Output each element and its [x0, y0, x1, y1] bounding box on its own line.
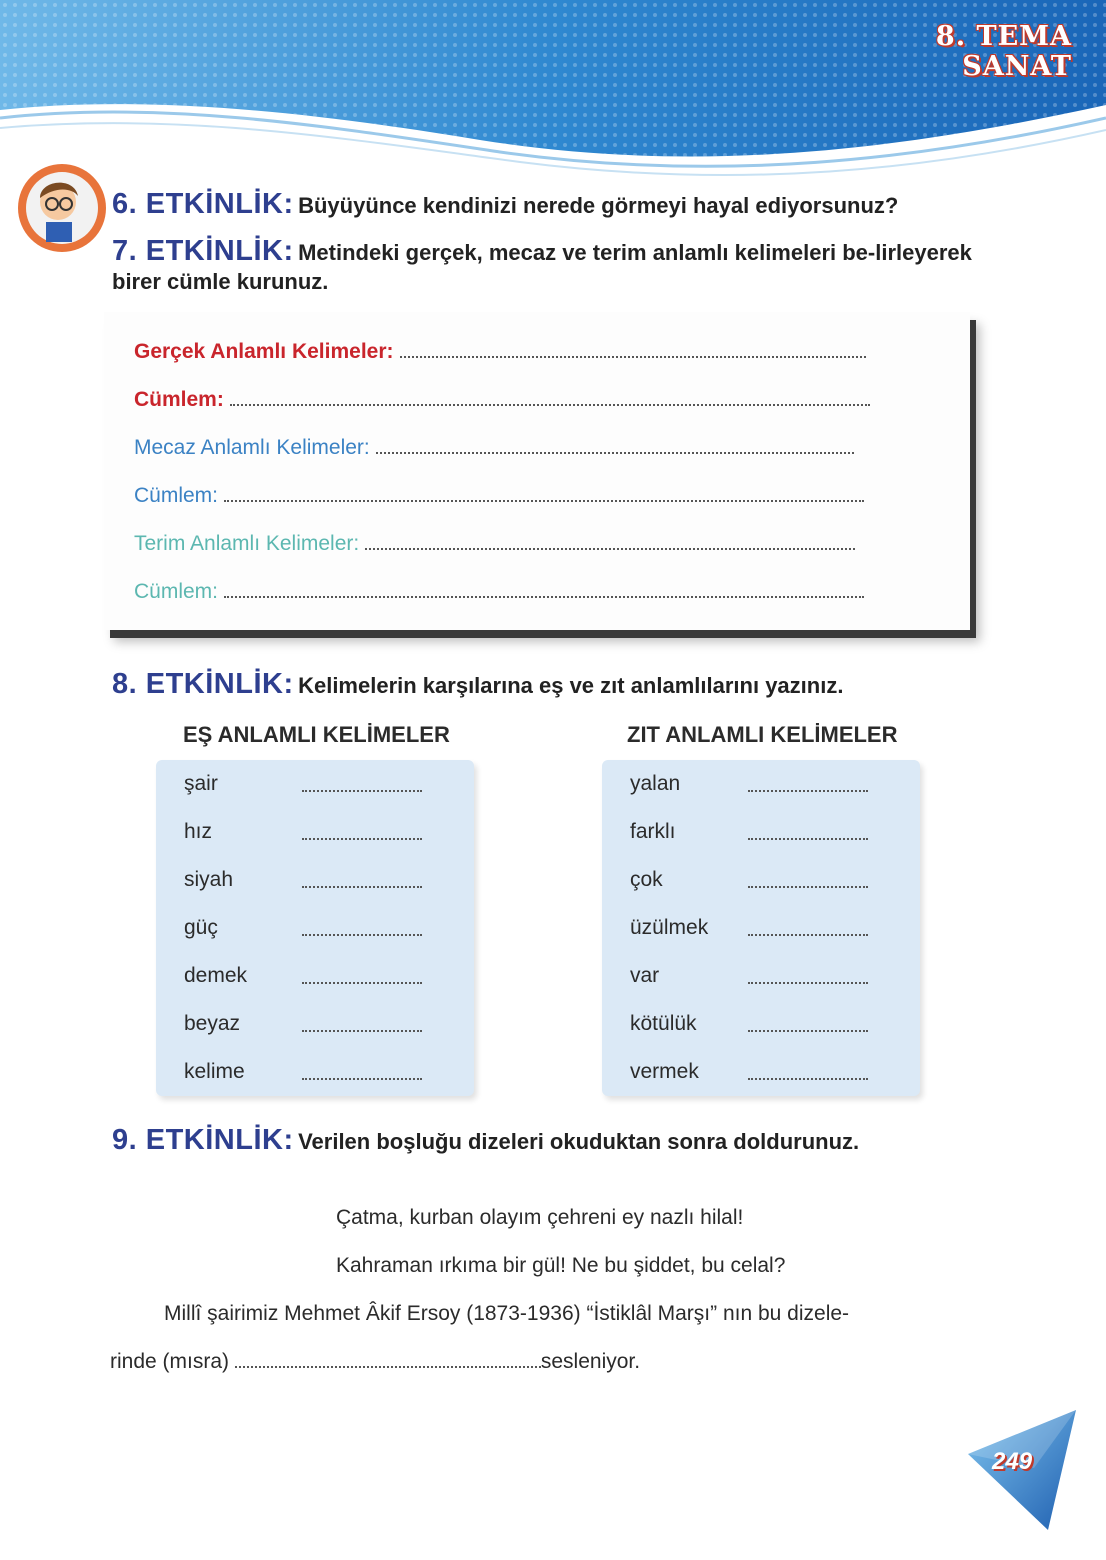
antonym-word: yalan [630, 772, 681, 795]
antonyms-heading: ZIT ANLAMLI KELİMELER [627, 722, 898, 747]
activity-8 [112, 668, 843, 701]
activity-9 [112, 1124, 859, 1157]
activity-6-number: 6. ETKİNLİK: [112, 188, 294, 220]
paragraph-start: rinde (mısra) [110, 1350, 230, 1373]
activity-9-number: 9. ETKİNLİK: [112, 1124, 294, 1156]
antonym-word: kötülük [630, 1012, 697, 1035]
worksheet-line-label: Cümlem: [134, 388, 224, 411]
synonym-word: beyaz [184, 1012, 241, 1035]
boy-avatar-icon [16, 162, 108, 254]
worksheet-line [134, 388, 870, 412]
antonym-answer-blank[interactable] [748, 982, 868, 984]
answer-blank[interactable] [400, 342, 866, 358]
synonym-word: kelime [184, 1060, 245, 1083]
paragraph-end: sesleniyor. [540, 1350, 641, 1373]
activity-8-number: 8. ETKİNLİK: [112, 668, 294, 700]
worksheet-line-label: Cümlem: [134, 580, 219, 603]
worksheet-line [134, 580, 864, 604]
antonym-word: üzülmek [630, 916, 709, 939]
synonym-answer-blank[interactable] [302, 790, 422, 792]
synonyms-box [156, 760, 474, 1096]
antonym-word: çok [630, 868, 663, 891]
antonym-word: vermek [630, 1060, 699, 1083]
activity-7 [112, 235, 972, 298]
activity-6-question: Büyüyünce kendinizi nerede görmeyi hayal ediyorsunuz? [298, 193, 899, 218]
antonyms-box [602, 760, 920, 1096]
activity-9-question: Verilen boşluğu dizeleri okuduktan sonra doldurunuz. [298, 1129, 860, 1154]
synonym-word: güç [184, 916, 218, 939]
worksheet-line [134, 436, 854, 460]
theme-number: 8. TEMA [935, 21, 1072, 52]
worksheet-line [134, 340, 866, 364]
antonym-answer-blank[interactable] [748, 934, 868, 936]
activity-6 [112, 188, 898, 221]
synonyms-heading: EŞ ANLAMLI KELİMELER [183, 722, 450, 747]
antonym-answer-blank[interactable] [748, 886, 868, 888]
synonym-answer-blank[interactable] [302, 934, 422, 936]
worksheet-line-label: Terim Anlamlı Kelimeler: [134, 532, 360, 555]
worksheet-line [134, 484, 864, 508]
synonym-word: şair [184, 772, 218, 795]
synonym-answer-blank[interactable] [302, 982, 422, 984]
synonym-answer-blank[interactable] [302, 1078, 422, 1080]
antonym-answer-blank[interactable] [748, 1030, 868, 1032]
synonym-word: hız [184, 820, 213, 843]
worksheet-line-label: Gerçek Anlamlı Kelimeler: [134, 340, 394, 363]
worksheet-line [134, 532, 855, 556]
worksheet-paper [104, 312, 984, 644]
paragraph-line-1: Millî şairimiz Mehmet Âkif Ersoy (1873-1936) “İstiklâl Marşı” nın bu dizele- [164, 1302, 850, 1325]
synonym-answer-blank[interactable] [302, 886, 422, 888]
activity-7-number: 7. ETKİNLİK: [112, 235, 294, 267]
verse-line-1: Çatma, kurban olayım çehreni ey nazlı hilal! [336, 1206, 744, 1229]
activity-7-question: Metindeki gerçek, mecaz ve terim anlamlı kelimeleri be-lirleyerek birer cümle kurunuz. [112, 240, 972, 294]
antonym-word: var [630, 964, 660, 987]
answer-blank[interactable] [224, 486, 864, 502]
paragraph-line-2 [110, 1350, 640, 1374]
synonym-answer-blank[interactable] [302, 838, 422, 840]
answer-blank[interactable] [376, 438, 854, 454]
answer-blank[interactable] [230, 390, 870, 406]
page-number: 249 [992, 1448, 1033, 1475]
synonym-word: siyah [184, 868, 234, 891]
activity-8-question: Kelimelerin karşılarına eş ve zıt anlamlılarını yazınız. [298, 673, 844, 698]
worksheet-line-label: Mecaz Anlamlı Kelimeler: [134, 436, 370, 459]
fill-in-blank[interactable] [235, 1352, 541, 1368]
theme-badge [936, 22, 1072, 82]
synonym-answer-blank[interactable] [302, 1030, 422, 1032]
antonym-answer-blank[interactable] [748, 838, 868, 840]
worksheet-line-label: Cümlem: [134, 484, 219, 507]
synonym-word: demek [184, 964, 248, 987]
answer-blank[interactable] [224, 582, 864, 598]
theme-name: SANAT [962, 51, 1072, 82]
antonym-answer-blank[interactable] [748, 790, 868, 792]
verse-line-2: Kahraman ırkıma bir gül! Ne bu şiddet, bu celal? [336, 1254, 786, 1277]
answer-blank[interactable] [365, 534, 855, 550]
antonym-word: farklı [630, 820, 676, 843]
antonym-answer-blank[interactable] [748, 1078, 868, 1080]
